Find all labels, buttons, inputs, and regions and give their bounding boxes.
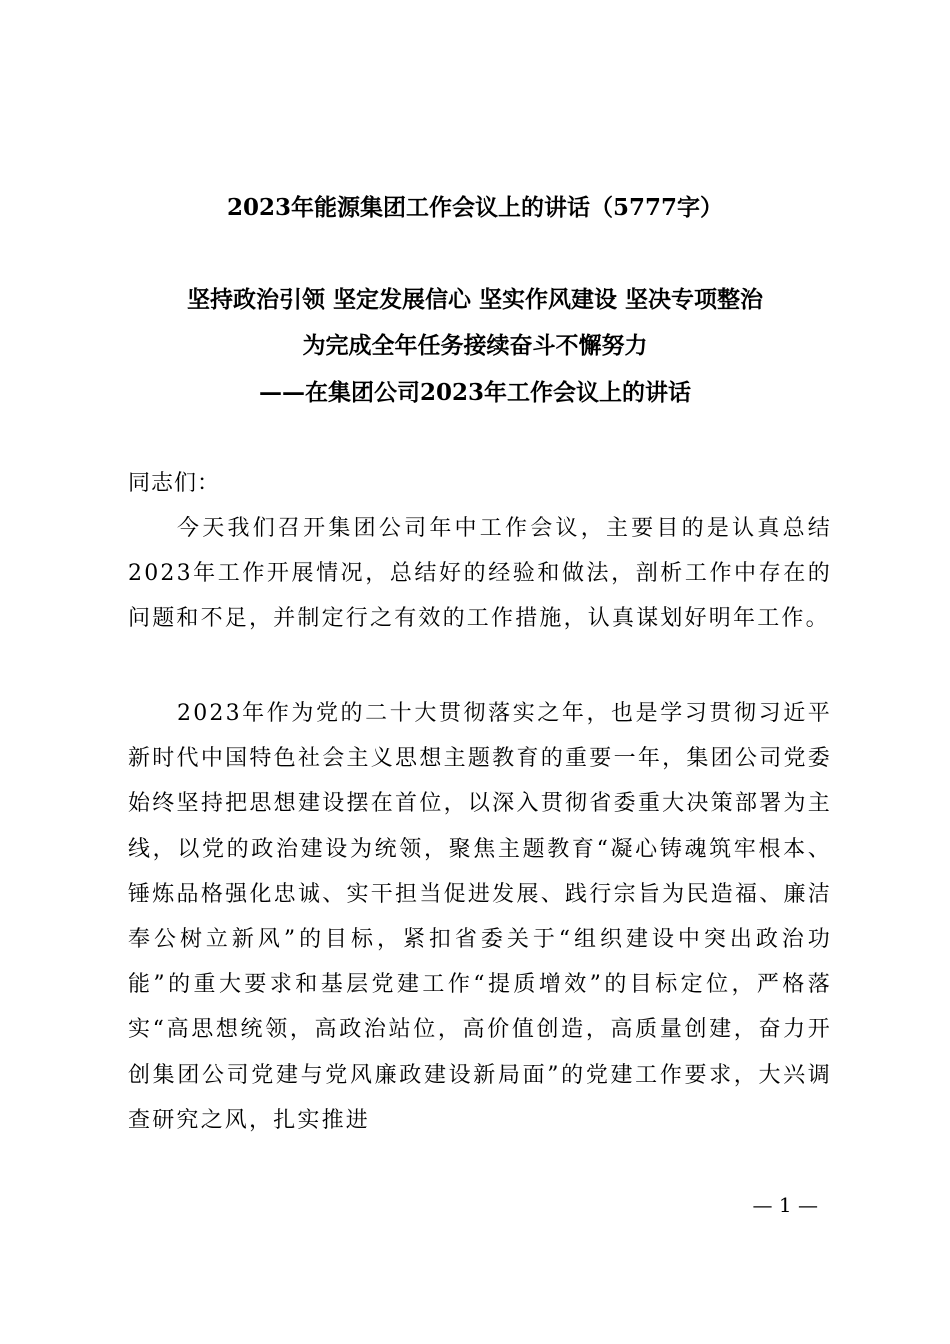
speech-subheading: ——在集团公司2023年工作会议上的讲话 [258, 379, 691, 406]
speech-heading-line-2: 为完成全年任务接续奋斗不懈努力 [302, 332, 648, 359]
page-number: — 1 — [752, 1193, 818, 1217]
body-paragraph-1: 今天我们召开集团公司年中工作会议，主要目的是认真总结2023年工作开展情况，总结好的经验和做法，剖析工作中存在的问题和不足，并制定行之有效的工作措施，认真谋划好明年工作。 [128, 516, 832, 632]
body-paragraph-2: 2023年作为党的二十大贯彻落实之年，也是学习贯彻习近平新时代中国特色社会主义思想主题教育的重要一年，集团公司党委始终坚持把思想建设摆在首位，以深入贯彻省委重大决策部署为主线，以党的政治建设为统领，聚焦主题教育“凝心铸魂筑牢根本、锤炼品格强化忠诚、实干担当促进发展、践行宗旨为民造福、廉洁奉公树立新风”的目标，紧扣省委关于“组织建设中突出政治功能”的重大要求和基层党建工作“提质增效”的目标定位，严格落实“高思想统领，高政治站位，高价值创造，高质量创建，奋力开创集团公司党建与党风廉政建设新局面”的党建工作要求，大兴调查研究之风，扎实推进 [128, 701, 832, 1133]
speech-heading-line-1: 坚持政治引领 坚定发展信心 坚实作风建设 坚决专项整治 [186, 286, 764, 313]
document-title: 2023年能源集团工作会议上的讲话（5777字） [226, 194, 724, 221]
greeting: 同志们： [128, 471, 221, 496]
